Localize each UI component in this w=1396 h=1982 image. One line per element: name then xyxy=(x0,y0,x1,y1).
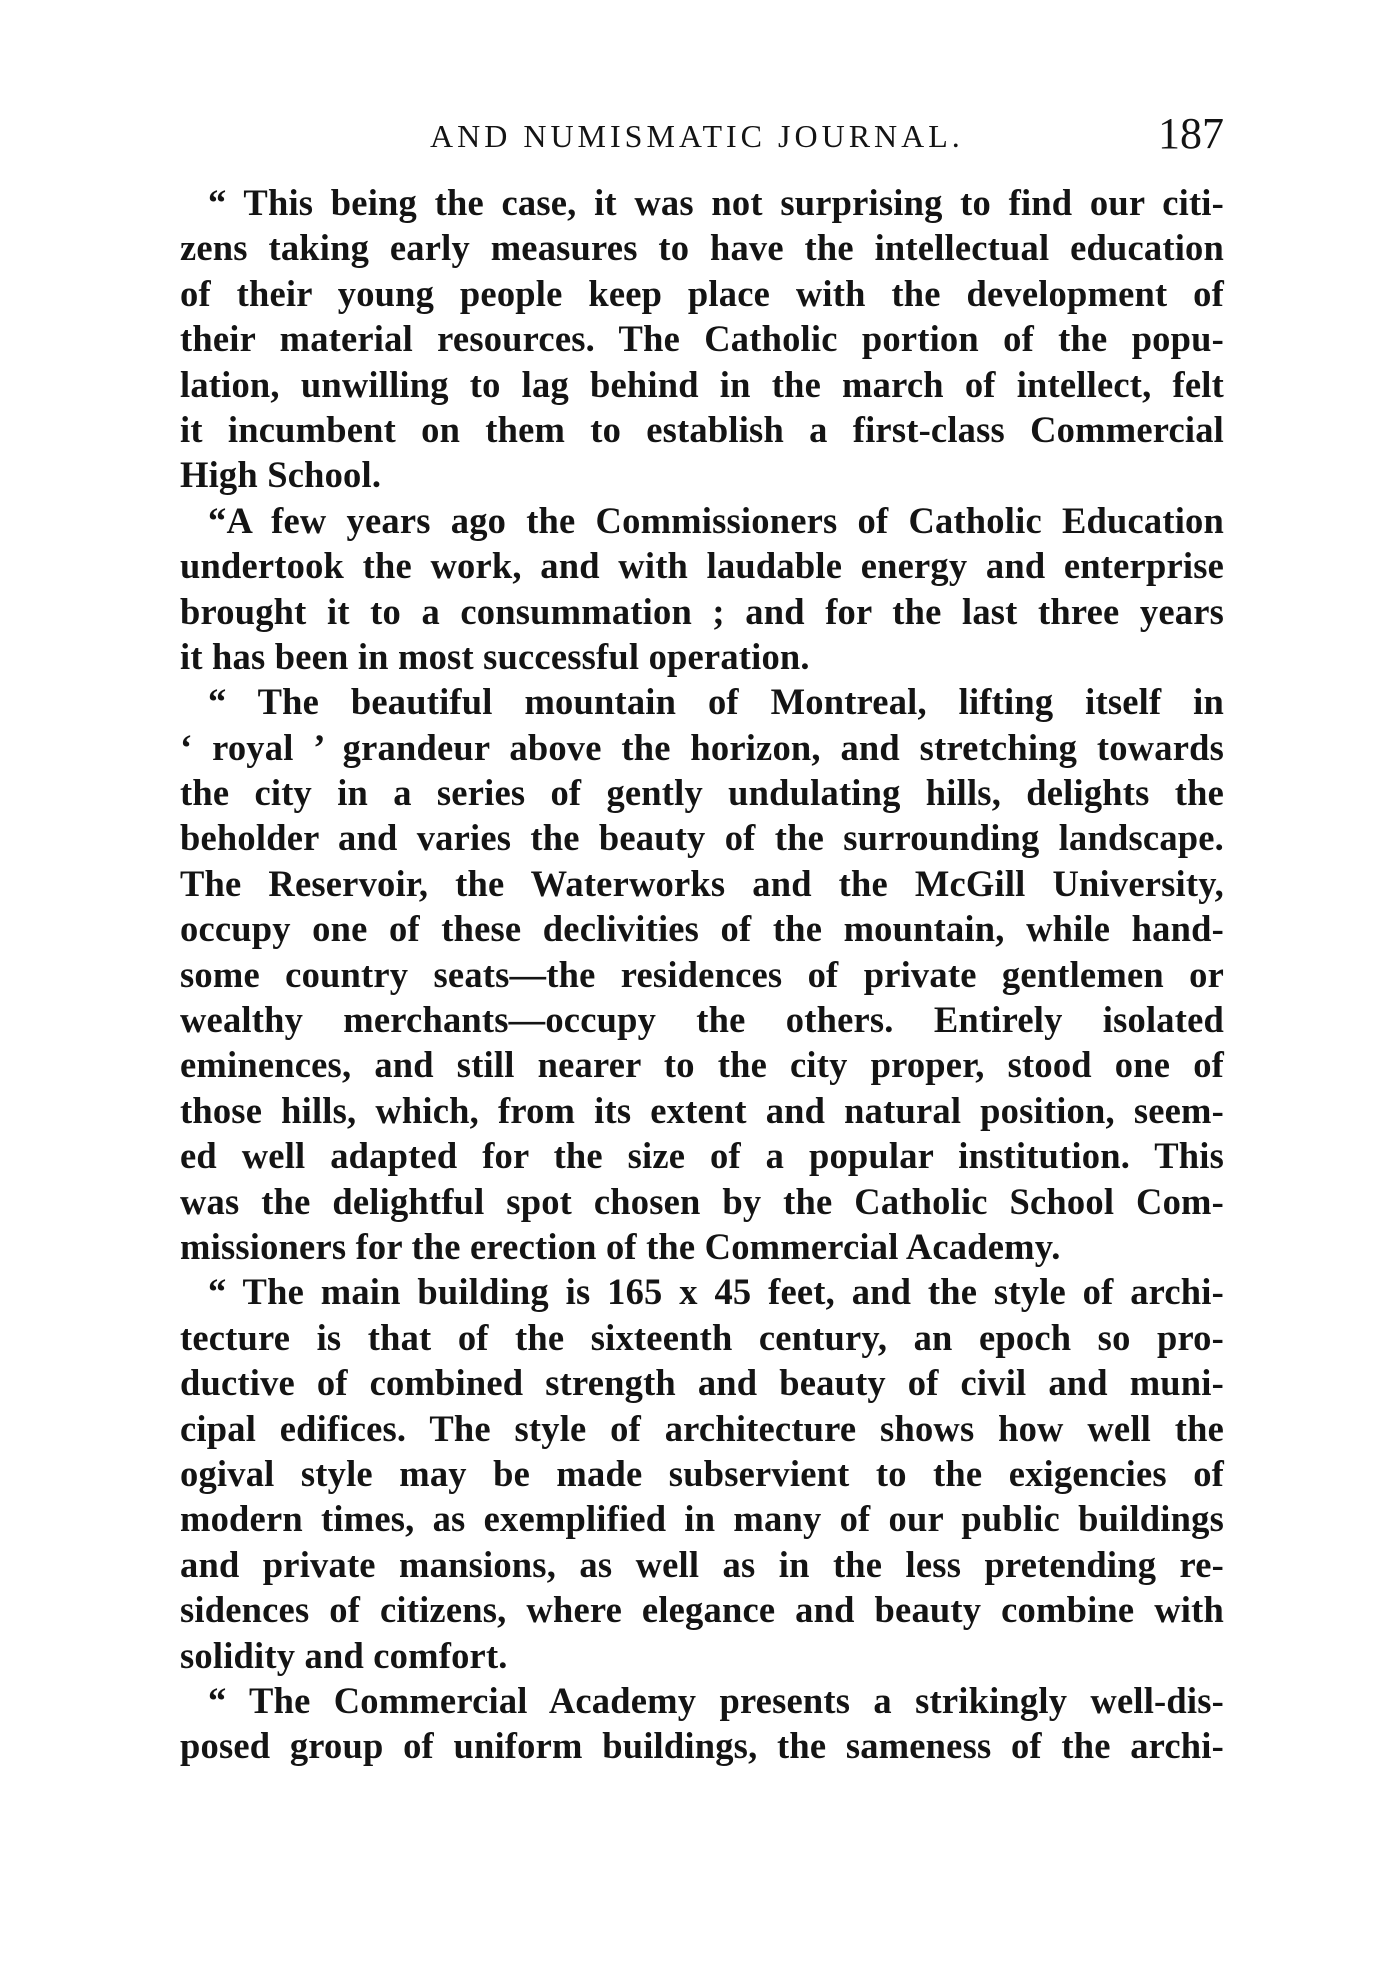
text-line: brought it to a consummation ; and for the last three years xyxy=(180,590,1224,632)
text-line: solidity and comfort. xyxy=(180,1634,508,1676)
text-line: The Reservoir, the Waterworks and the McGill University, xyxy=(180,862,1224,904)
text-line: “ The beautiful mountain of Montreal, lifting itself in xyxy=(208,681,1224,723)
text-line: missioners for the erection of the Commercial Academy. xyxy=(180,1225,1061,1267)
text-line: “ This being the case, it was not surprising to find our citi- xyxy=(208,182,1224,223)
text-line: it has been in most successful operation. xyxy=(180,635,810,677)
text-line: wealthy merchants—occupy the others. Entirely isolated xyxy=(180,999,1224,1041)
text-line: ‘ royal ’ grandeur above the horizon, and stretching towards xyxy=(180,726,1224,768)
text-line: undertook the work, and with laudable energy and enterprise xyxy=(180,545,1224,587)
text-line: “ The main building is 165 x 45 feet, and the style of archi- xyxy=(208,1271,1224,1313)
text-line: ductive of combined strength and beauty of civil and muni- xyxy=(180,1362,1224,1404)
text-line: of their young people keep place with the development of xyxy=(180,272,1224,314)
text-line: the city in a series of gently undulating hills, delights the xyxy=(180,772,1224,814)
text-line: it incumbent on them to establish a first-class Commercial xyxy=(180,408,1224,450)
text-line: and private mansions, as well as in the less pretending re- xyxy=(180,1543,1224,1585)
text-line: their material resources. The Catholic portion of the popu- xyxy=(180,318,1224,360)
paragraph xyxy=(180,1678,1224,1769)
text-line: ogival style may be made subservient to the exigencies of xyxy=(180,1452,1224,1494)
paragraph xyxy=(180,679,1224,1269)
text-line: occupy one of these declivities of the mountain, while hand- xyxy=(180,908,1224,950)
running-header xyxy=(180,108,1224,168)
text-line: High School. xyxy=(180,454,382,496)
paragraph xyxy=(180,180,1224,498)
text-line: sidences of citizens, where elegance and beauty combine with xyxy=(180,1589,1224,1631)
page-number: 187 xyxy=(1158,109,1224,158)
text-line: tecture is that of the sixteenth century, an epoch so pro- xyxy=(180,1316,1224,1358)
text-line: those hills, which, from its extent and natural position, seem- xyxy=(180,1089,1224,1131)
text-line: ed well adapted for the size of a popular institution. This xyxy=(180,1135,1224,1177)
running-title: AND NUMISMATIC JOURNAL. xyxy=(430,118,964,154)
text-line: eminences, and still nearer to the city proper, stood one of xyxy=(180,1044,1224,1086)
text-line: some country seats—the residences of private gentlemen or xyxy=(180,953,1224,995)
body-text xyxy=(180,180,1224,1769)
text-line: beholder and varies the beauty of the surrounding landscape. xyxy=(180,817,1224,859)
text-line: lation, unwilling to lag behind in the march of intellect, felt xyxy=(180,363,1224,405)
text-line: zens taking early measures to have the intellectual education xyxy=(180,227,1224,269)
text-line: was the delightful spot chosen by the Catholic School Com- xyxy=(180,1180,1224,1222)
text-line: “A few years ago the Commissioners of Catholic Education xyxy=(208,499,1224,541)
text-line: cipal edifices. The style of architecture shows how well the xyxy=(180,1407,1224,1449)
paragraph xyxy=(180,498,1224,680)
text-line: modern times, as exemplified in many of our public buildings xyxy=(180,1498,1224,1540)
text-line: posed group of uniform buildings, the sameness of the archi- xyxy=(180,1725,1224,1767)
paragraph xyxy=(180,1269,1224,1678)
text-line: “ The Commercial Academy presents a strikingly well-dis- xyxy=(208,1679,1224,1721)
